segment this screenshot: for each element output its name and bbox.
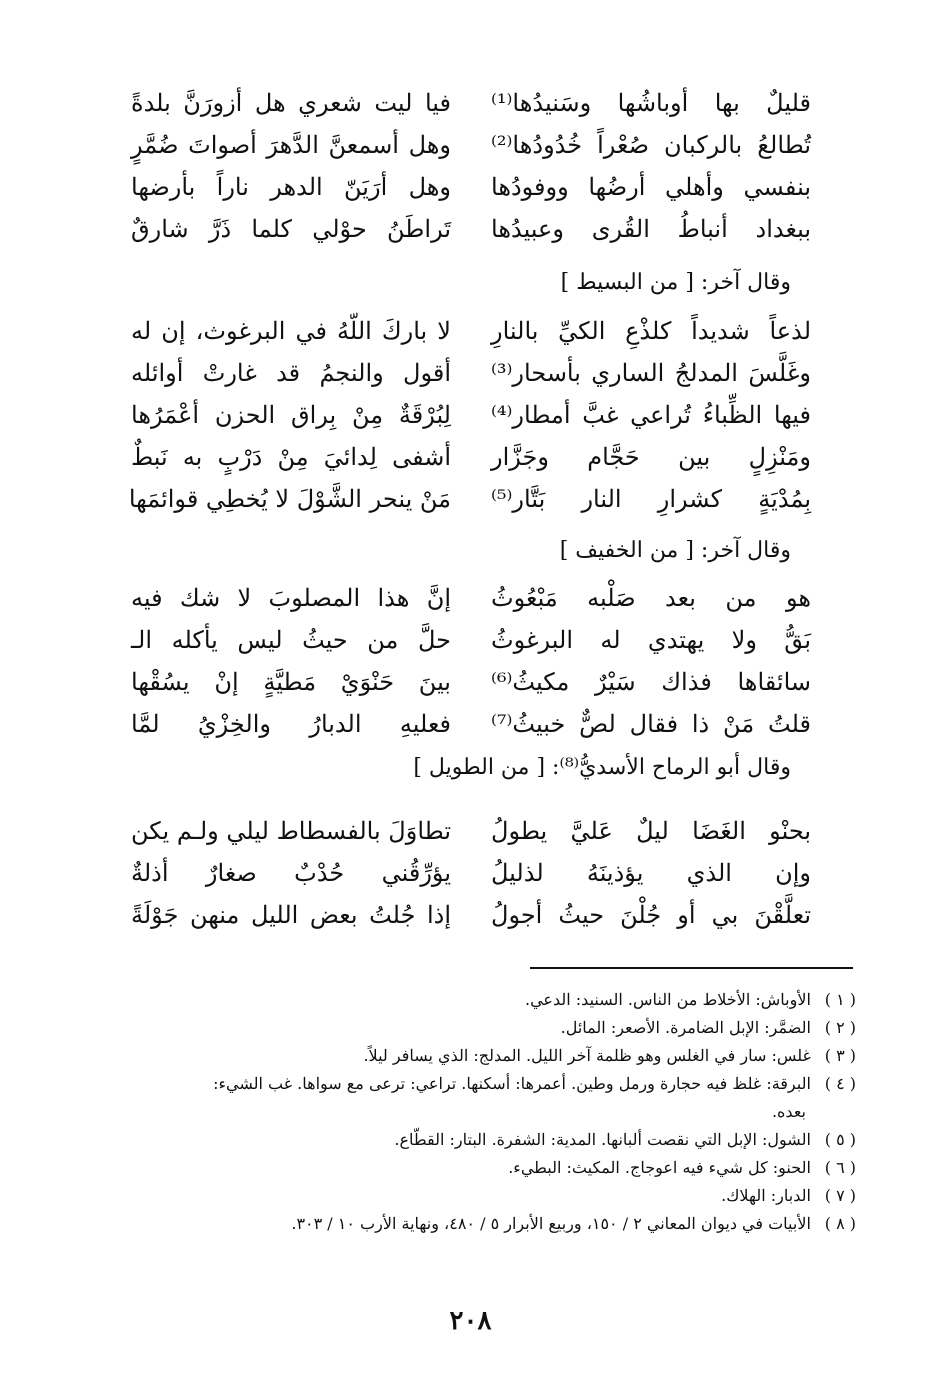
poem-3: [131, 577, 811, 745]
footnote-number: ( ٣ ): [824, 1046, 856, 1065]
footnote: [76, 1154, 856, 1182]
poem-4-intro: وقال أبو الرماح الأسديُّ⁽⁸⁾: [ من الطويل ]: [413, 755, 791, 780]
footnote: [76, 1126, 856, 1154]
verse: [131, 310, 811, 352]
hemistich-first: إنَّ هذا المصلوبَ لا شك فيه: [131, 584, 451, 612]
verse: [131, 894, 811, 936]
footnote: [76, 1182, 856, 1210]
footnotes: [76, 986, 856, 1238]
footnote-text: الشول: الإبل التي نقصت ألبانها. المدية: الشفرة. البتار: القطّاع.: [394, 1130, 811, 1149]
footnote: [76, 1042, 856, 1070]
footnote-number: ( ٥ ): [824, 1130, 856, 1149]
verse: [131, 810, 811, 852]
footnote-text: الأبيات في ديوان المعاني ٢ / ١٥٠، وربيع الأبرار ٥ / ٤٨٠، ونهاية الأرب ١٠ / ٣٠٣.: [291, 1214, 811, 1233]
verse: [131, 852, 811, 894]
hemistich-first: فيا ليت شعري هل أزورَنَّ بلدةً: [131, 89, 451, 117]
footnote: [76, 986, 856, 1014]
footnote-number: ( ٧ ): [824, 1186, 856, 1205]
footnote-continuation: [76, 1098, 856, 1126]
hemistich-first: مَنْ ينحر الشَّوْلَ لا يُخطِي قوائمَها: [128, 485, 451, 513]
footnote-text: الحنو: كل شيء فيه اعوجاج. المكيث: البطيء.: [508, 1158, 811, 1177]
page-number: ٢٠٨: [449, 1306, 492, 1336]
hemistich-second: فيها الظِّباءُ تُراعي غبَّ أمطار⁽⁴⁾: [491, 401, 811, 429]
hemistich-first: أشفى لِدائيَ مِنْ دَرْبٍ به نَبطٌ: [131, 443, 451, 471]
footnote-text: غلس: سار في الغلس وهو ظلمة آخر الليل. المدلج: الذي يسافر ليلاً.: [363, 1046, 811, 1065]
poem-1: [131, 82, 811, 250]
poem-3-intro: وقال آخر: [ من الخفيف ]: [559, 538, 791, 563]
verse: [131, 703, 811, 745]
footnote: [76, 1210, 856, 1238]
footnote-text: البرقة: غلظ فيه حجارة ورمل وطين. أعمرها: أسكنها. تراعي: ترعى مع سواها. غب الشيء:: [213, 1074, 811, 1093]
hemistich-first: وهل أسمعنَّ الدَّهرَ أصواتَ ضُمَّرٍ: [131, 131, 451, 159]
hemistich-first: وهل أرَيَنّ الدهر ناراً بأرضها: [131, 173, 451, 201]
verse: [131, 166, 811, 208]
verse: [131, 577, 811, 619]
hemistich-first: لا باركَ اللّهُ في البرغوث، إن له: [131, 317, 451, 345]
verse: [131, 82, 811, 124]
footnote: [76, 1070, 856, 1098]
hemistich-second: هو من بعد صَلْبه مَبْعُوثُ: [491, 584, 811, 612]
poem-4: [131, 810, 811, 936]
footnote-number: ( ١ ): [824, 990, 856, 1009]
footnote-separator: [530, 967, 853, 969]
hemistich-second: بنفسي وأهلي أرضُها ووفودُها: [491, 173, 811, 201]
hemistich-first: إذا جُلتُ بعض الليل منهن جَوْلَةً: [131, 901, 451, 929]
footnote-text: الضمَّر: الإبل الضامرة. الأصعر: المائل.: [560, 1018, 811, 1037]
hemistich-first: بينَ حَنْوَيْ مَطيَّةٍ إنْ يسُقْها: [131, 668, 451, 696]
hemistich-first: فعليهِ الدبارُ والخِزْيُ لمَّا: [131, 710, 451, 738]
verse: [131, 436, 811, 478]
footnote-number: ( ٨ ): [824, 1214, 856, 1233]
hemistich-second: ومَنْزِلٍ بين حَجَّام وجَزَّار: [491, 443, 811, 471]
hemistich-second: سائقاها فذاك سَيْرٌ مكيثُ⁽⁶⁾: [491, 668, 811, 696]
verse: [128, 478, 811, 520]
hemistich-first: حلَّ من حيثُ ليس يأكله الـ: [131, 626, 451, 654]
hemistich-first: لِبُرْقَةٌ مِنْ بِراق الحزن أعْمَرُها: [131, 401, 451, 429]
footnote-number: ( ٤ ): [824, 1074, 856, 1093]
footnote-text: بعده.: [771, 1102, 806, 1121]
hemistich-second: تعلَّقْنَ بي أو جُلْنَ حيثُ أجولُ: [491, 901, 811, 929]
verse: [131, 124, 811, 166]
hemistich-first: تطاوَلَ بالفسطاط ليلي ولـم يكن: [131, 817, 451, 845]
hemistich-second: تُطالعُ بالركبان صُعْراً خُدُودُها⁽²⁾: [491, 131, 811, 159]
verse: [131, 352, 811, 394]
hemistich-second: بَقُّ ولا يهتدي له البرغوثُ: [491, 626, 811, 654]
hemistich-second: قلتُ مَنْ ذا فقال لصٌّ خبيثُ⁽⁷⁾: [491, 710, 811, 738]
poem-2-intro: وقال آخر: [ من البسيط ]: [560, 270, 791, 295]
hemistich-second: قليلٌ بها أوباشُها وسَنيدُها⁽¹⁾: [491, 89, 811, 117]
hemistich-second: بِمُدْيَةٍ كشرارِ النار بَتَّار⁽⁵⁾: [491, 485, 811, 513]
hemistich-first: تَراطَنُ حوْلي كلما ذَرَّ شارقٌ: [131, 215, 451, 243]
verse: [131, 661, 811, 703]
hemistich-first: يؤرِّقُني حُدْبٌ صغارٌ أذلةٌ: [131, 859, 451, 887]
hemistich-second: ببغداد أنباطُ القُرى وعبيدُها: [491, 215, 811, 243]
footnote-number: ( ٦ ): [824, 1158, 856, 1177]
verse: [131, 208, 811, 250]
poem-2: [128, 310, 811, 520]
footnote-text: الدبار: الهلاك.: [721, 1186, 811, 1205]
hemistich-second: وغَلَّسَ المدلجُ الساري بأسحار⁽³⁾: [491, 359, 811, 387]
hemistich-first: أقول والنجمُ قد غارتْ أوائله: [131, 359, 451, 387]
hemistich-second: وإن الذي يؤذينَهُ لذليلُ: [491, 859, 811, 887]
hemistich-second: لذعاً شديداً كلذْعِ الكيِّ بالنارِ: [491, 317, 811, 345]
hemistich-second: بحنْو الغَضَا ليلٌ عَليَّ يطولُ: [491, 817, 811, 845]
footnote-number: ( ٢ ): [824, 1018, 856, 1037]
verse: [131, 394, 811, 436]
footnote-text: الأوباش: الأخلاط من الناس. السنيد: الدعي.: [525, 990, 811, 1009]
footnote: [76, 1014, 856, 1042]
verse: [131, 619, 811, 661]
